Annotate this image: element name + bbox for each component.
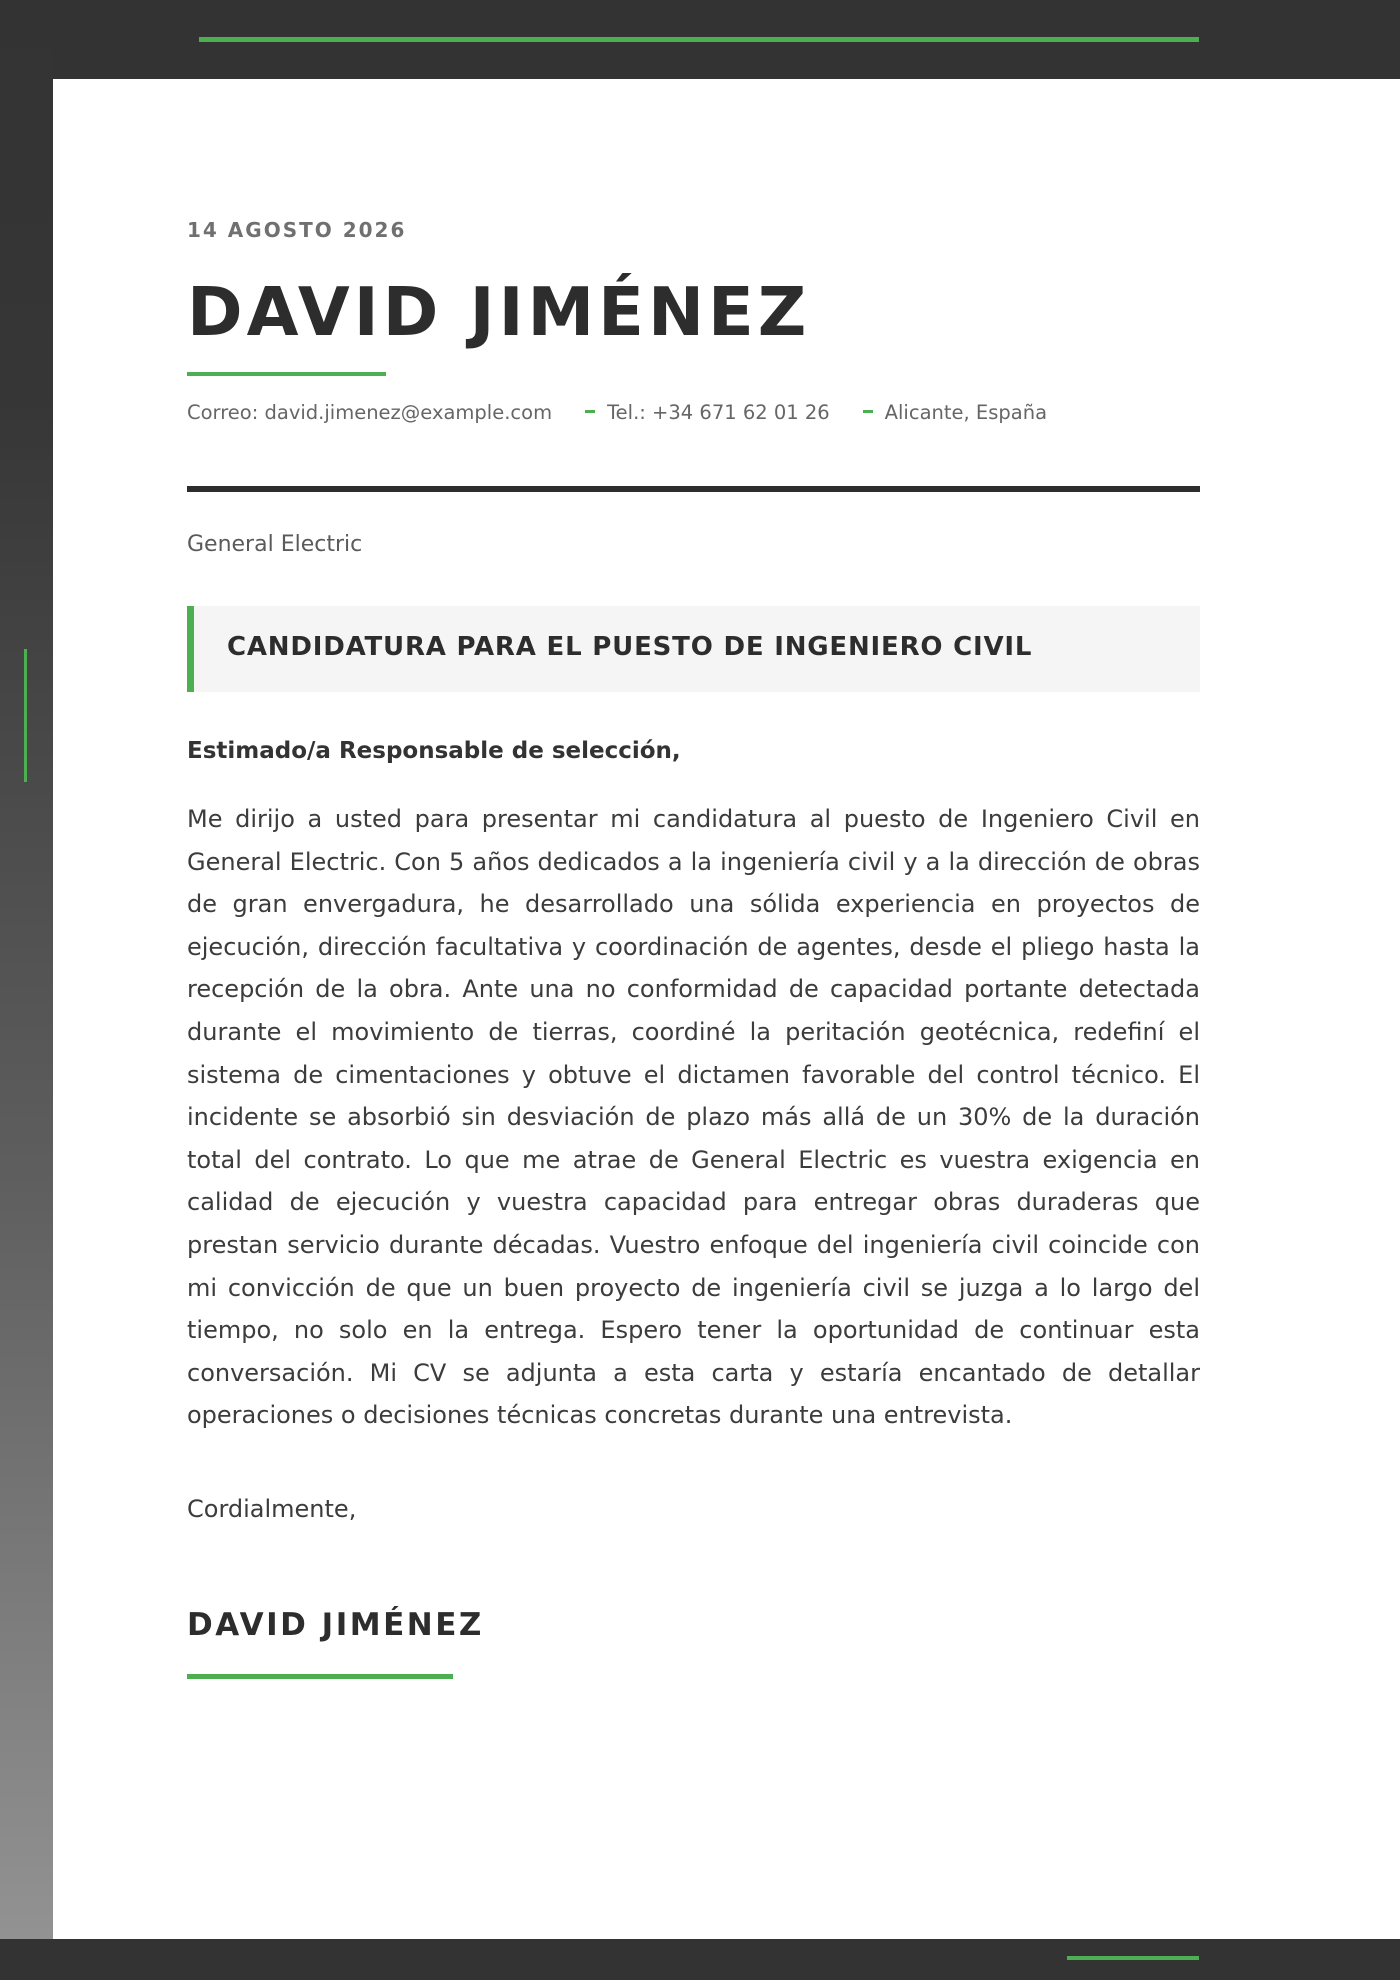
letter-page [53, 79, 1400, 1939]
subject-line: CANDIDATURA PARA EL PUESTO DE INGENIERO CIVIL [227, 632, 1033, 662]
letter-date: 14 AGOSTO 2026 [187, 218, 407, 242]
contact-line [187, 401, 1047, 424]
name-underline [187, 372, 386, 376]
contact-location: Alicante, España [884, 401, 1048, 424]
bottom-accent-line [1067, 1956, 1199, 1960]
sender-name: DAVID JIMÉNEZ [187, 273, 811, 351]
top-accent-line [199, 37, 1199, 42]
subject-box [187, 606, 1200, 692]
letter-body: Me dirijo a usted para presentar mi candidatura al puesto de Ingeniero Civil en General Electric. Con 5 años dedicados a la ingeniería civil y a la dirección de obras de gran envergadura, he desarrollado una sólida experiencia en proyectos de ejecución, dirección facultativa y coordinación de agentes, desde el pliego hasta la recepción de la obra. Ante una no conformidad de capacidad portante detectada durante el movimiento de tierras, coordiné la peritación geotécnica, redefiní el sistema de cimentaciones y obtuve el dictamen favorable del control técnico. El incidente se absorbió sin desviación de plazo más allá de un 30% de la duración total del contrato. Lo que me atrae de General Electric es vuestra exigencia en calidad de ejecución y vuestra capacidad para entregar obras duraderas que prestan servicio durante décadas. Vuestro enfoque del ingeniería civil coincide con mi convicción de que un buen proyecto de ingeniería civil se juzga a lo largo del tiempo, no solo en la entrega. Espero tener la oportunidad de continuar esta conversación. Mi CV se adjunta a esta carta y estaría encantado de detallar operaciones o decisiones técnicas concretas durante una entrevista. [187, 805, 1200, 1430]
recipient-company: General Electric [187, 532, 363, 557]
contact-email: Correo: david.jimenez@example.com [187, 401, 553, 424]
salutation: Estimado/a Responsable de selección, [187, 738, 681, 764]
contact-separator [863, 410, 873, 413]
contact-phone: Tel.: +34 671 62 01 26 [607, 401, 830, 424]
left-decorative-band [0, 0, 53, 1980]
signature-underline [187, 1674, 453, 1679]
side-accent-line [24, 649, 27, 782]
contact-separator [585, 410, 595, 413]
signature-name: DAVID JIMÉNEZ [187, 1607, 484, 1643]
header-divider [187, 486, 1200, 492]
closing: Cordialmente, [187, 1495, 357, 1523]
